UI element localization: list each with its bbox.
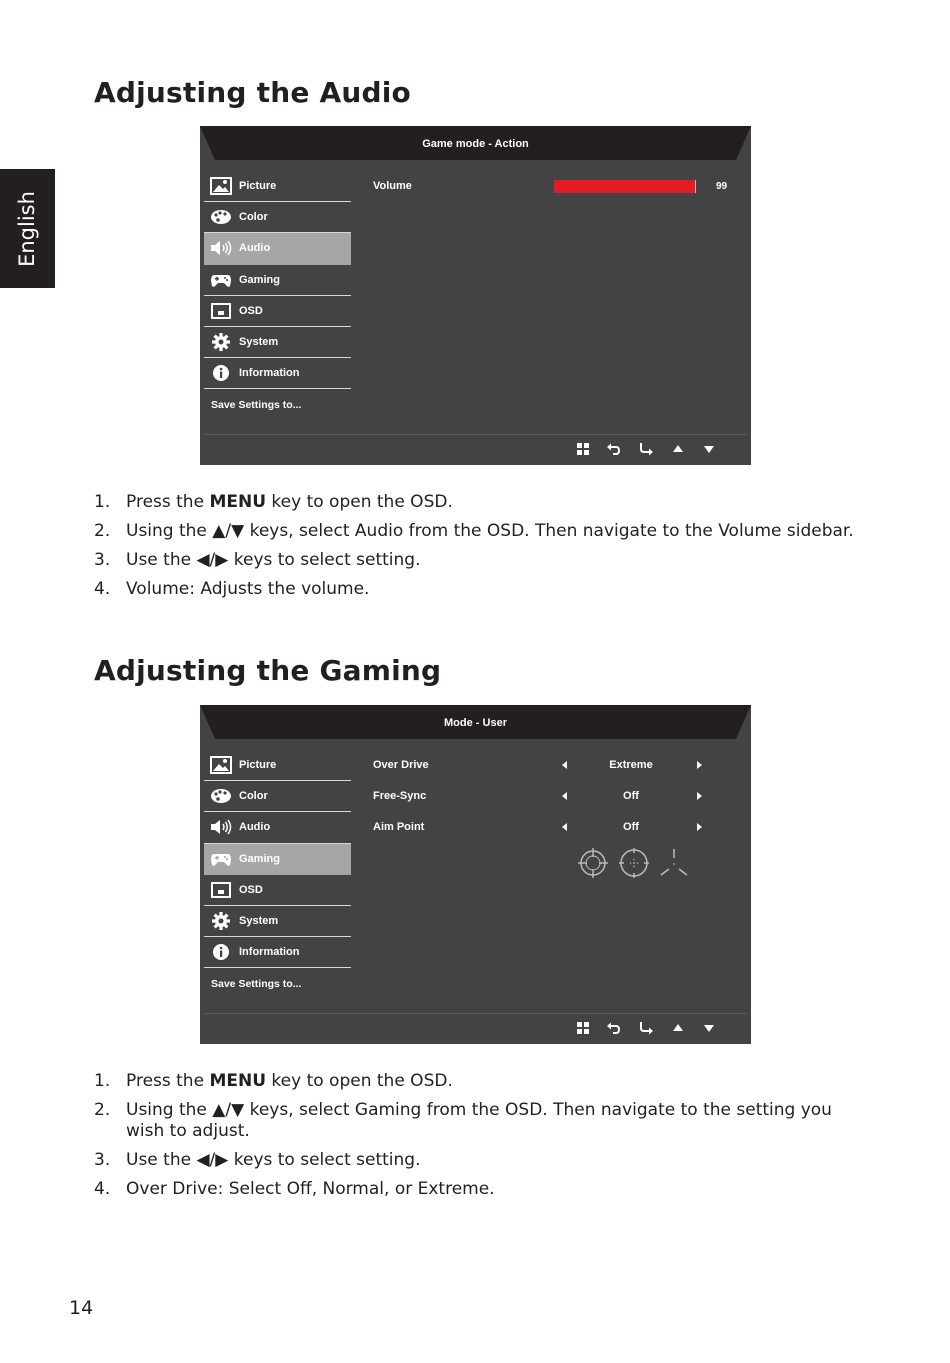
- crosshair-3-icon[interactable]: [657, 846, 691, 880]
- info-icon: [210, 943, 232, 961]
- step-text: Over Drive: Select Off, Normal, or Extreme.: [126, 1179, 495, 1199]
- menu-label: OSD: [239, 883, 263, 896]
- palette-icon: [210, 208, 232, 226]
- menu-label: Gaming: [239, 273, 280, 286]
- step-text: Use the ◀/▶ keys to select setting.: [126, 550, 421, 570]
- step-number: 1.: [94, 1071, 111, 1091]
- osd-menu: [204, 171, 351, 421]
- enter-icon: [638, 1020, 654, 1036]
- step-text-pre: Press the: [126, 492, 210, 512]
- audio-steps-list: [94, 492, 854, 608]
- menu-label: Picture: [239, 180, 277, 193]
- save-settings-item[interactable]: Save Settings to...: [211, 977, 302, 990]
- crosshair-2-icon[interactable]: [617, 846, 651, 880]
- list-item: [94, 550, 854, 571]
- aim-point-value: Off: [623, 821, 639, 833]
- language-label: English: [15, 191, 39, 267]
- over-drive-left-arrow-icon[interactable]: [562, 761, 567, 769]
- menu-grid-icon: [575, 441, 591, 457]
- back-icon: [606, 441, 622, 457]
- back-icon: [606, 1020, 622, 1036]
- list-item: [94, 579, 854, 600]
- aim-point-right-arrow-icon[interactable]: [697, 823, 702, 831]
- enter-icon: [638, 441, 654, 457]
- menu-label: Information: [239, 367, 300, 380]
- step-text: Use the ◀/▶ keys to select setting.: [126, 1150, 421, 1170]
- osd-menu-item-color[interactable]: [204, 781, 351, 812]
- osd-menu-item-audio[interactable]: [204, 233, 351, 264]
- step-number: 3.: [94, 550, 111, 570]
- osd-menu-item-system[interactable]: [204, 327, 351, 358]
- list-item: [94, 521, 854, 542]
- volume-value: 99: [716, 181, 728, 192]
- free-sync-left-arrow-icon[interactable]: [562, 792, 567, 800]
- list-item: [94, 1100, 854, 1142]
- osd-footer-divider: [204, 1013, 747, 1014]
- gamepad-icon: [210, 850, 232, 868]
- osd-menu-item-gaming[interactable]: [204, 265, 351, 296]
- osd-header-title: Mode - User: [444, 717, 507, 729]
- list-item: [94, 1071, 854, 1092]
- picture-icon: [210, 177, 232, 195]
- menu-grid-icon: [575, 1020, 591, 1036]
- list-item: [94, 1179, 854, 1200]
- osd-footer-divider: [204, 434, 747, 435]
- menu-label: Color: [239, 211, 268, 224]
- step-text-post: key to open the OSD.: [266, 1071, 453, 1091]
- crosshair-1-icon[interactable]: [576, 846, 610, 880]
- osd-header: [200, 705, 751, 739]
- up-arrow-icon: [670, 441, 686, 457]
- step-number: 3.: [94, 1150, 111, 1170]
- osd-menu: [204, 750, 351, 1000]
- aim-point-label: Aim Point: [373, 821, 425, 833]
- menu-label: Gaming: [239, 852, 280, 865]
- language-tab: [0, 169, 55, 288]
- free-sync-right-arrow-icon[interactable]: [697, 792, 702, 800]
- audio-osd-screenshot: [200, 126, 751, 465]
- menu-label: Picture: [239, 759, 277, 772]
- info-icon: [210, 364, 232, 382]
- step-text: Using the ▲/▼ keys, select Gaming from the OSD. Then navigate to the setting you wish to adjust.: [126, 1100, 832, 1141]
- gamepad-icon: [210, 271, 232, 289]
- speaker-icon: [210, 818, 232, 836]
- menu-label: Information: [239, 946, 300, 959]
- step-number: 1.: [94, 492, 111, 512]
- step-number: 4.: [94, 579, 111, 599]
- gear-icon: [210, 912, 232, 930]
- gaming-osd-screenshot: [200, 705, 751, 1044]
- speaker-icon: [210, 239, 232, 257]
- palette-icon: [210, 787, 232, 805]
- over-drive-label: Over Drive: [373, 759, 429, 771]
- step-text-pre: Press the: [126, 1071, 210, 1091]
- osd-menu-item-information[interactable]: [204, 937, 351, 968]
- gear-icon: [210, 333, 232, 351]
- gaming-steps-list: [94, 1071, 854, 1208]
- volume-slider-fill: [554, 180, 695, 193]
- down-arrow-icon: [701, 441, 717, 457]
- free-sync-label: Free-Sync: [373, 790, 427, 802]
- save-settings-item[interactable]: Save Settings to...: [211, 398, 302, 411]
- gaming-section-title: Adjusting the Gaming: [94, 654, 442, 687]
- osd-icon: [210, 302, 232, 320]
- menu-label: System: [239, 336, 279, 349]
- step-text: Using the ▲/▼ keys, select Audio from the OSD. Then navigate to the Volume sidebar.: [126, 521, 854, 541]
- aim-point-left-arrow-icon[interactable]: [562, 823, 567, 831]
- osd-header: [200, 126, 751, 160]
- volume-slider[interactable]: [554, 180, 696, 193]
- picture-icon: [210, 756, 232, 774]
- osd-menu-item-picture[interactable]: [204, 171, 351, 202]
- list-item: [94, 1150, 854, 1171]
- step-text-post: key to open the OSD.: [266, 492, 453, 512]
- osd-menu-item-audio[interactable]: [204, 812, 351, 843]
- up-arrow-icon: [670, 1020, 686, 1036]
- step-number: 2.: [94, 1100, 111, 1120]
- osd-menu-item-color[interactable]: [204, 202, 351, 233]
- free-sync-value: Off: [623, 790, 639, 802]
- menu-label: System: [239, 915, 279, 928]
- list-item: [94, 492, 854, 513]
- osd-menu-item-information[interactable]: [204, 358, 351, 389]
- osd-header-title: Game mode - Action: [422, 138, 529, 150]
- osd-menu-item-picture[interactable]: [204, 750, 351, 781]
- menu-label: Audio: [239, 821, 271, 834]
- osd-menu-item-system[interactable]: [204, 906, 351, 937]
- osd-menu-item-gaming[interactable]: [204, 844, 351, 875]
- menu-label: Audio: [239, 242, 271, 255]
- menu-key-label: MENU: [209, 1071, 267, 1091]
- step-number: 4.: [94, 1179, 111, 1199]
- volume-label: Volume: [373, 180, 412, 192]
- step-text: Volume: Adjusts the volume.: [126, 579, 370, 599]
- osd-menu-item-osd[interactable]: [204, 875, 351, 906]
- step-number: 2.: [94, 521, 111, 541]
- osd-icon: [210, 881, 232, 899]
- osd-menu-item-osd[interactable]: [204, 296, 351, 327]
- audio-section-title: Adjusting the Audio: [94, 76, 411, 109]
- menu-label: Color: [239, 790, 268, 803]
- page-number: 14: [69, 1297, 94, 1319]
- over-drive-value: Extreme: [609, 759, 653, 771]
- menu-label: OSD: [239, 304, 263, 317]
- menu-key-label: MENU: [209, 492, 267, 512]
- over-drive-right-arrow-icon[interactable]: [697, 761, 702, 769]
- down-arrow-icon: [701, 1020, 717, 1036]
